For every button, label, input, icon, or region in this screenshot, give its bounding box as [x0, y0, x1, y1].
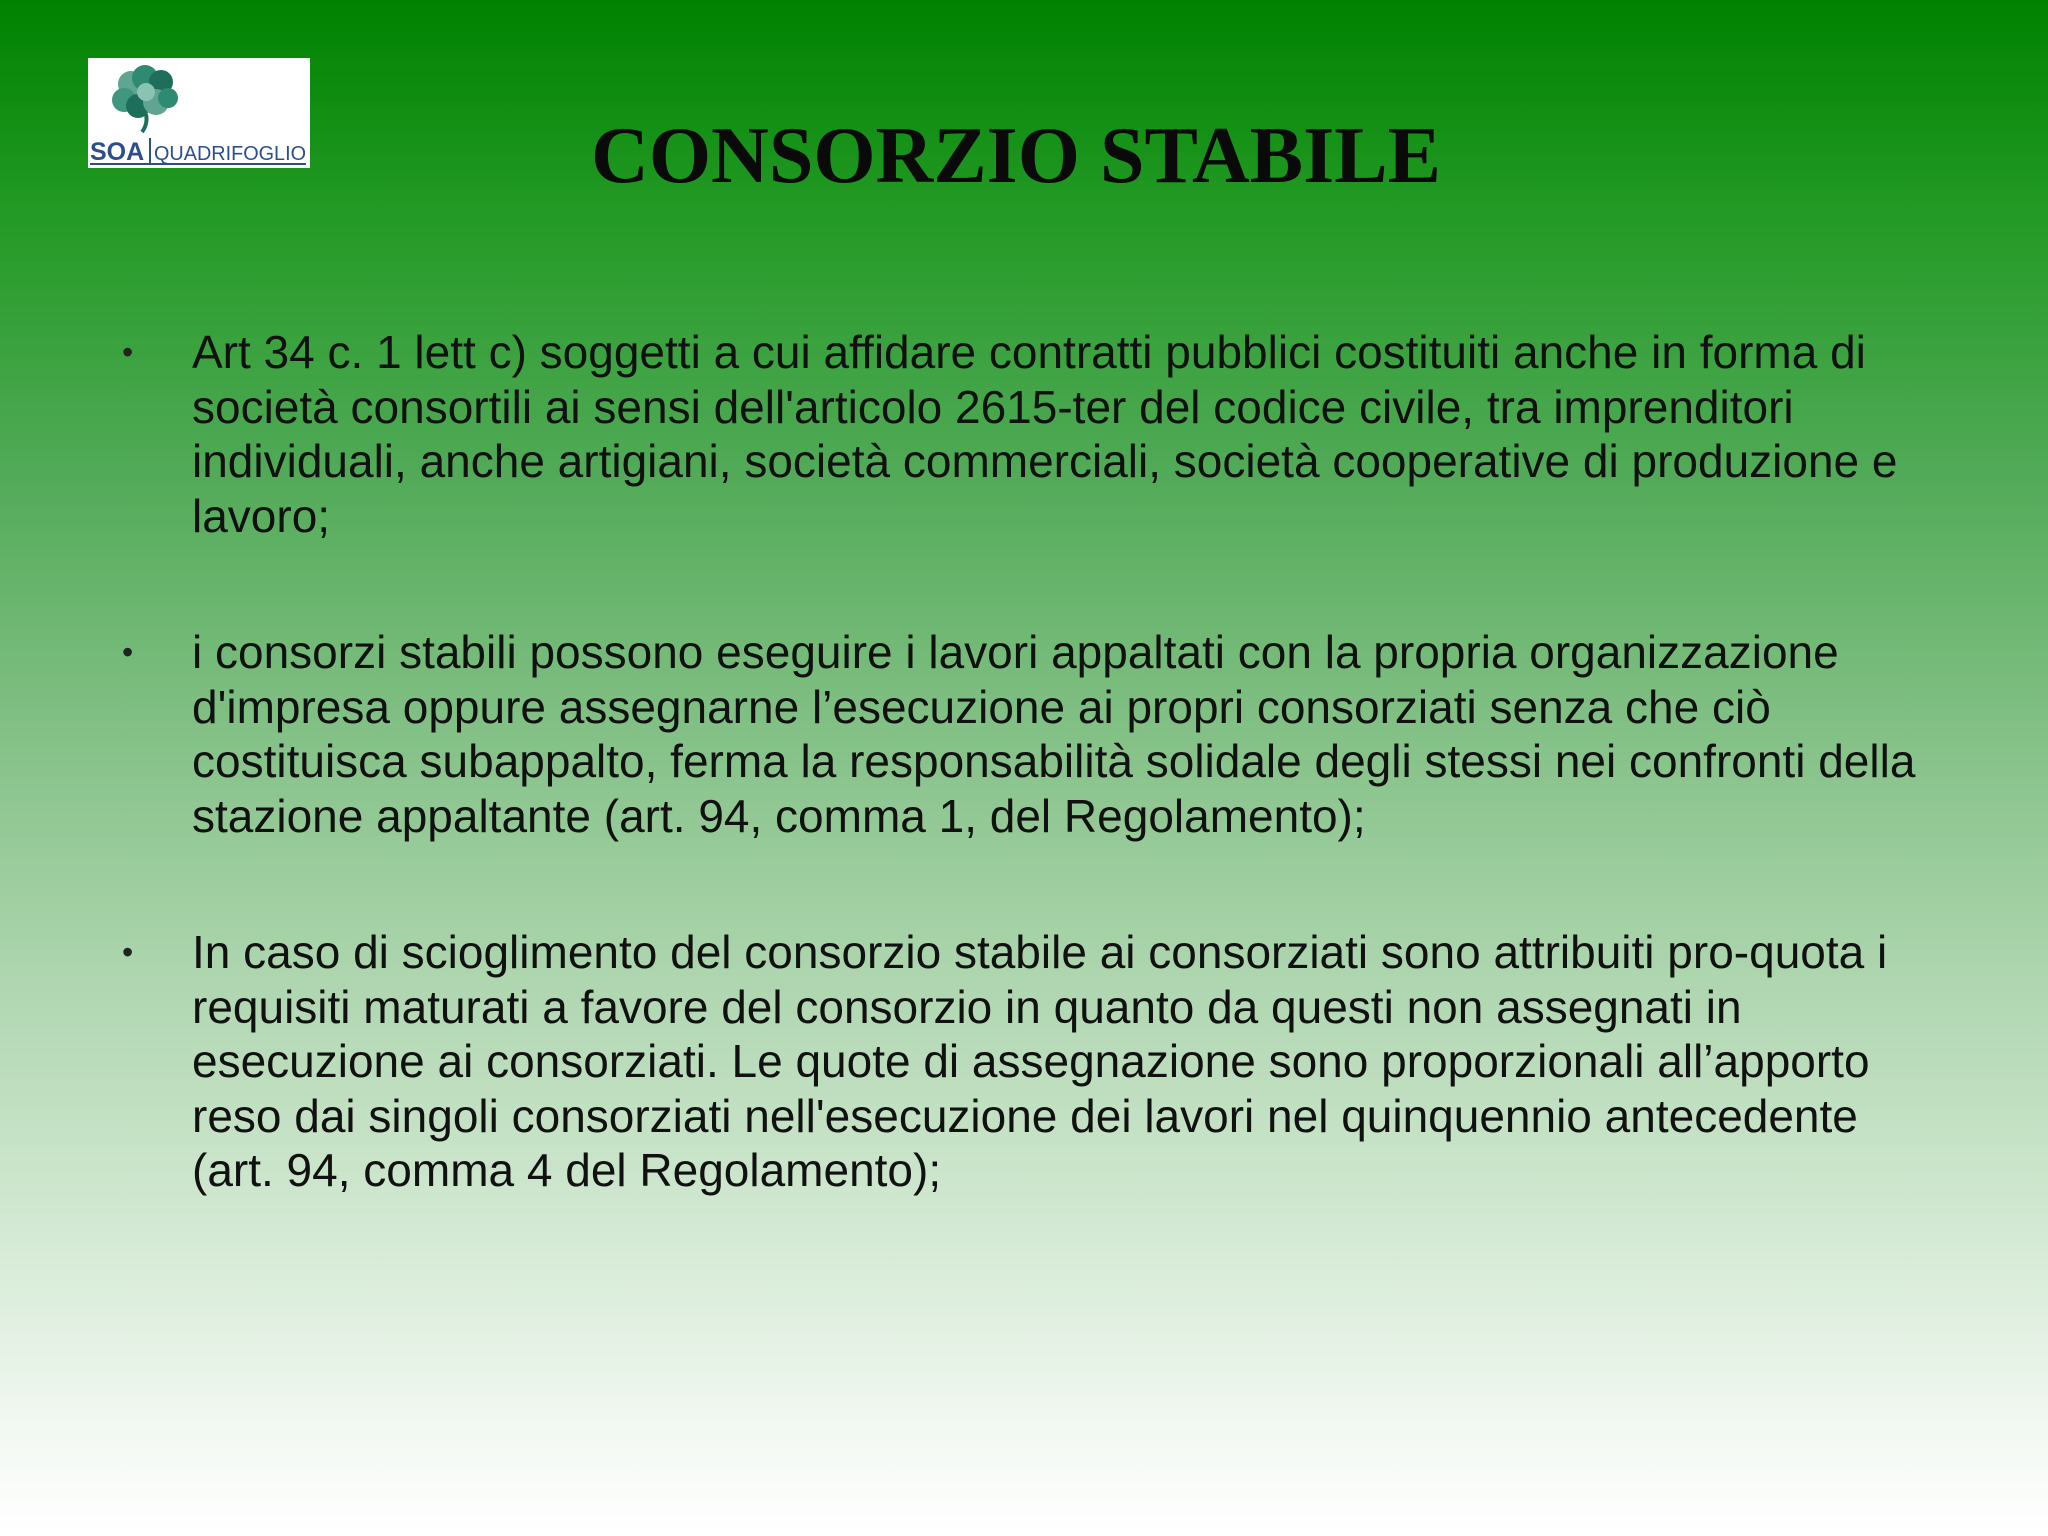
logo-name-text: QUADRIFOGLIO — [154, 143, 306, 165]
bullet-dot-icon: • — [122, 934, 134, 970]
bullet-item — [118, 325, 1938, 543]
bullet-dot-icon: • — [122, 334, 134, 370]
bullet-item — [118, 925, 1938, 1198]
bullet-text: In caso di scioglimento del consorzio stabile ai consorziati sono attribuiti pro-quota i requisiti maturati a favore del consorzio in quanto da questi non assegnati in esecuzione ai consorziati. Le quote di assegnazione sono proporzionali all’apporto reso dai singoli consorziati nell'esecuzione dei lavori nel quinquennio antecedente (art. 94, comma 4 del Regolamento); — [192, 926, 1888, 1196]
slide-title — [0, 108, 2048, 204]
bullet-item — [118, 625, 1938, 843]
bullet-list — [118, 325, 1938, 1280]
slide-title-text: CONSORZIO STABILE — [591, 112, 1441, 200]
logo-brand-text: SOA — [90, 138, 145, 166]
bullet-text: Art 34 c. 1 lett c) soggetti a cui affidare contratti pubblici costituiti anche in forma di società consortili ai sensi dell'articolo 2615-ter del codice civile, tra imprenditori individuali, anche artigiani, società commerciali, società cooperative di produzione e lavoro; — [192, 326, 1898, 542]
bullet-dot-icon: • — [122, 634, 134, 670]
bullet-text: i consorzi stabili possono eseguire i lavori appaltati con la propria organizzazione d'impresa oppure assegnarne l’esecuzione ai propri consorziati senza che ciò costituisca subappalto, ferma la responsabilità solidale degli stessi nei confronti della stazione appaltante (art. 94, comma 1, del Regolamento); — [192, 626, 1916, 842]
